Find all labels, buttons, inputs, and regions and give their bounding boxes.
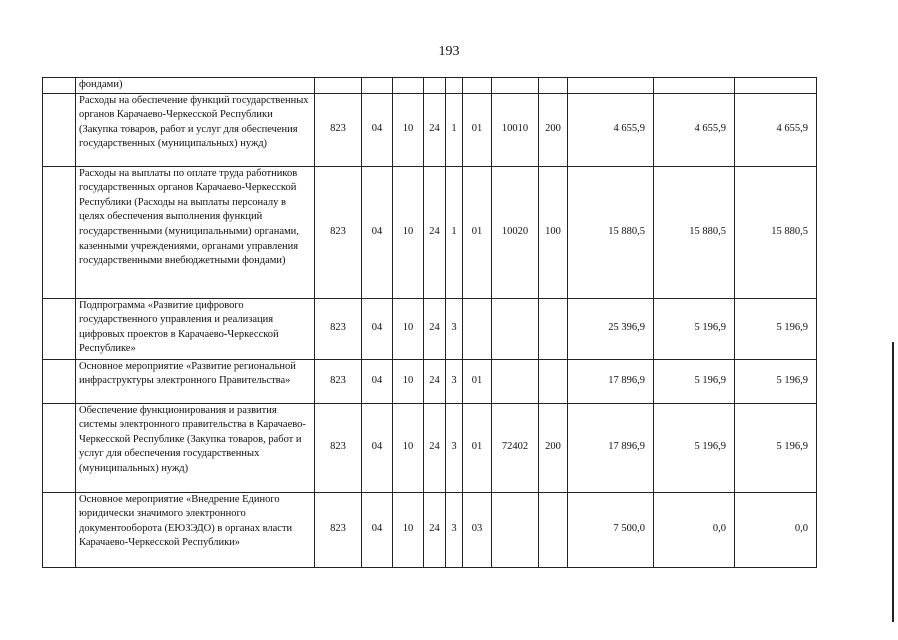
- ministry-code-cell: 823: [315, 359, 362, 403]
- budget-table: [42, 77, 817, 568]
- table-row: [43, 403, 817, 492]
- event-code-cell: 01: [463, 166, 492, 298]
- event-code-cell: 03: [463, 492, 492, 567]
- subsection-code-cell: 10: [393, 166, 424, 298]
- ministry-code-cell: [315, 78, 362, 94]
- amount-cell-2: 5 196,9: [654, 298, 735, 359]
- direction-code-cell: [492, 78, 539, 94]
- section-code-cell: 04: [362, 403, 393, 492]
- subsection-code-cell: 10: [393, 492, 424, 567]
- direction-code-cell: 10010: [492, 93, 539, 166]
- index-cell: [43, 403, 76, 492]
- expense-type-cell: [539, 78, 568, 94]
- expense-type-cell: 200: [539, 93, 568, 166]
- subprogram-code-cell: 1: [446, 93, 463, 166]
- subprogram-code-cell: 3: [446, 359, 463, 403]
- index-cell: [43, 166, 76, 298]
- amount-cell-1: 7 500,0: [568, 492, 654, 567]
- program-code-cell: 24: [424, 359, 446, 403]
- event-code-cell: 01: [463, 403, 492, 492]
- expense-type-cell: [539, 298, 568, 359]
- subsection-code-cell: 10: [393, 93, 424, 166]
- amount-cell-2: 5 196,9: [654, 359, 735, 403]
- description-cell: Основное мероприятие «Внедрение Единого юридически значимого электронного документооборота (ЕЮЗЭДО) в органах власти Карачаево-Черкесской Республики»: [76, 492, 315, 567]
- amount-cell-3: 0,0: [735, 492, 817, 567]
- program-code-cell: [424, 78, 446, 94]
- amount-cell-2: 15 880,5: [654, 166, 735, 298]
- description-cell: Основное мероприятие «Развитие региональной инфраструктуры электронного Правительства»: [76, 359, 315, 403]
- subsection-code-cell: 10: [393, 298, 424, 359]
- ministry-code-cell: 823: [315, 93, 362, 166]
- program-code-cell: 24: [424, 298, 446, 359]
- subprogram-code-cell: 3: [446, 403, 463, 492]
- index-cell: [43, 298, 76, 359]
- table-row: [43, 359, 817, 403]
- amount-cell-2: 4 655,9: [654, 93, 735, 166]
- scan-margin-line: [892, 342, 894, 622]
- subsection-code-cell: [393, 78, 424, 94]
- subprogram-code-cell: 1: [446, 166, 463, 298]
- index-cell: [43, 359, 76, 403]
- program-code-cell: 24: [424, 492, 446, 567]
- section-code-cell: 04: [362, 298, 393, 359]
- expense-type-cell: [539, 492, 568, 567]
- program-code-cell: 24: [424, 166, 446, 298]
- event-code-cell: 01: [463, 359, 492, 403]
- expense-type-cell: 100: [539, 166, 568, 298]
- amount-cell-3: 5 196,9: [735, 403, 817, 492]
- description-cell: Расходы на обеспечение функций государственных органов Карачаево-Черкесской Республики (Закупка товаров, работ и услуг для обеспечения государственных (муниципальных) нужд): [76, 93, 315, 166]
- index-cell: [43, 93, 76, 166]
- index-cell: [43, 492, 76, 567]
- amount-cell-3: 15 880,5: [735, 166, 817, 298]
- direction-code-cell: [492, 492, 539, 567]
- section-code-cell: 04: [362, 492, 393, 567]
- program-code-cell: 24: [424, 93, 446, 166]
- section-code-cell: 04: [362, 93, 393, 166]
- amount-cell-2: [654, 78, 735, 94]
- table-row: [43, 298, 817, 359]
- direction-code-cell: 72402: [492, 403, 539, 492]
- amount-cell-1: 17 896,9: [568, 359, 654, 403]
- amount-cell-1: 25 396,9: [568, 298, 654, 359]
- amount-cell-3: 4 655,9: [735, 93, 817, 166]
- amount-cell-1: [568, 78, 654, 94]
- amount-cell-1: 17 896,9: [568, 403, 654, 492]
- ministry-code-cell: 823: [315, 298, 362, 359]
- description-cell: Расходы на выплаты по оплате труда работников государственных органов Карачаево-Черкесской Республики (Расходы на выплаты персоналу в целях обеспечения выполнения функций государственными (муниципальными) органами, казенными учреждениями, органами управления государственными внебюджетными фондами): [76, 166, 315, 298]
- section-code-cell: 04: [362, 359, 393, 403]
- ministry-code-cell: 823: [315, 403, 362, 492]
- event-code-cell: [463, 78, 492, 94]
- subprogram-code-cell: 3: [446, 298, 463, 359]
- table-row: [43, 78, 817, 94]
- description-cell: фондами): [76, 78, 315, 94]
- description-cell: Подпрограмма «Развитие цифрового государственного управления и реализация цифровых проектов в Карачаево-Черкесской Республике»: [76, 298, 315, 359]
- amount-cell-3: 5 196,9: [735, 298, 817, 359]
- subsection-code-cell: 10: [393, 359, 424, 403]
- amount-cell-2: 0,0: [654, 492, 735, 567]
- amount-cell-1: 15 880,5: [568, 166, 654, 298]
- event-code-cell: 01: [463, 93, 492, 166]
- subprogram-code-cell: [446, 78, 463, 94]
- event-code-cell: [463, 298, 492, 359]
- direction-code-cell: [492, 359, 539, 403]
- subsection-code-cell: 10: [393, 403, 424, 492]
- table-row: [43, 93, 817, 166]
- ministry-code-cell: 823: [315, 166, 362, 298]
- page-number: 193: [438, 44, 460, 59]
- amount-cell-1: 4 655,9: [568, 93, 654, 166]
- ministry-code-cell: 823: [315, 492, 362, 567]
- subprogram-code-cell: 3: [446, 492, 463, 567]
- description-cell: Обеспечение функционирования и развития системы электронного правительства в Карачаево-Черкесской Республике (Закупка товаров, работ и услуг для обеспечения государственных (муниципальных) нужд): [76, 403, 315, 492]
- program-code-cell: 24: [424, 403, 446, 492]
- expense-type-cell: 200: [539, 403, 568, 492]
- direction-code-cell: [492, 298, 539, 359]
- section-code-cell: [362, 78, 393, 94]
- direction-code-cell: 10020: [492, 166, 539, 298]
- section-code-cell: 04: [362, 166, 393, 298]
- table-row: [43, 492, 817, 567]
- amount-cell-3: [735, 78, 817, 94]
- amount-cell-2: 5 196,9: [654, 403, 735, 492]
- index-cell: [43, 78, 76, 94]
- expense-type-cell: [539, 359, 568, 403]
- amount-cell-3: 5 196,9: [735, 359, 817, 403]
- table-row: [43, 166, 817, 298]
